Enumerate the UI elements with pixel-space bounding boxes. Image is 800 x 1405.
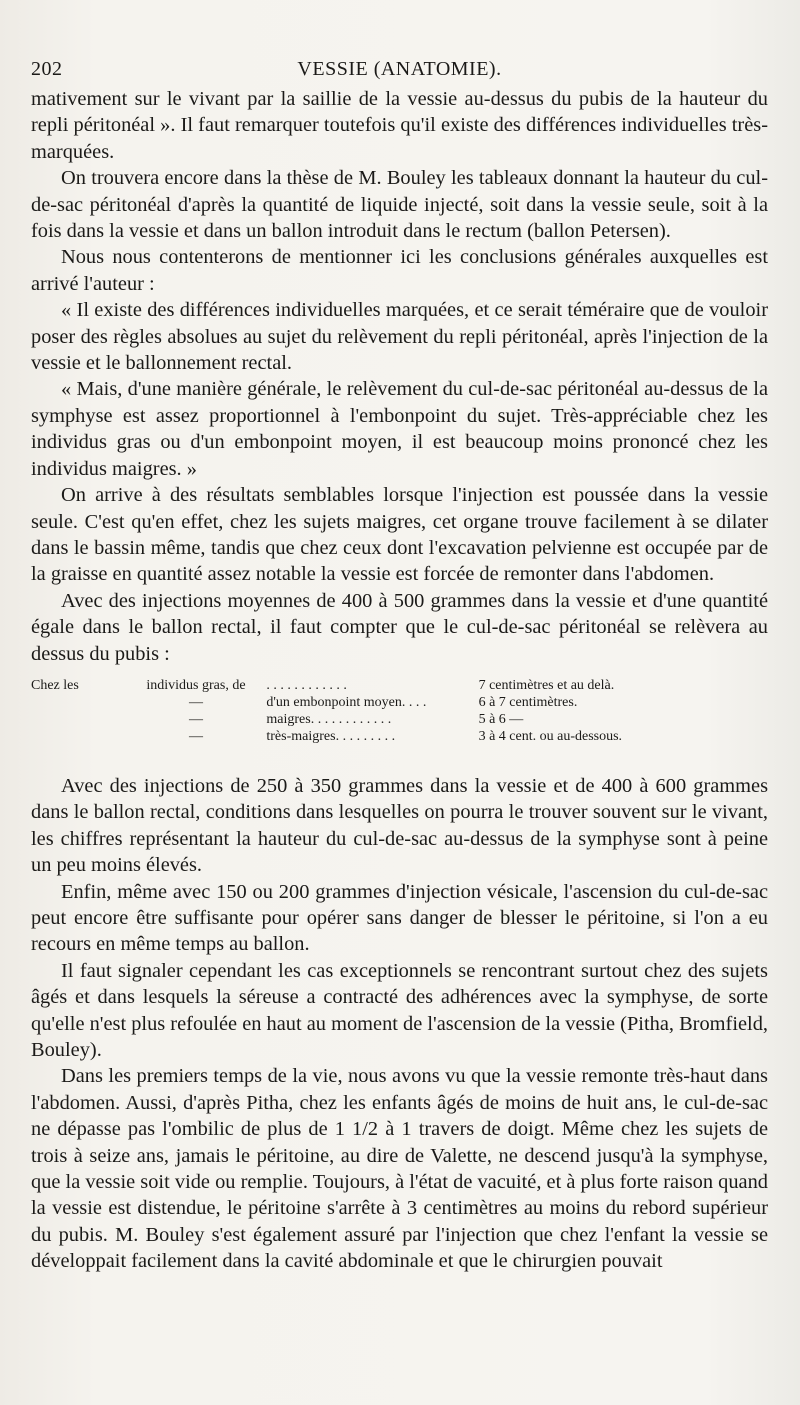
table-cell: [31, 711, 126, 728]
table-cell: —: [188, 711, 203, 727]
paragraph: Dans les premiers temps de la vie, nous avons vu que la vessie remonte très-haut dans l'abdomen. Aussi, d'après Pitha, chez les enfants âgés de moins de huit ans, le cul-de-sac ne dépasse pas l'ombilic de plus de 1 1/2 à 1 travers de doigt. Même chez les sujets de trois à seize ans, jamais le péritoine, au dire de Valette, ne descend jusqu'à la symphyse, que la vessie soit vide ou remplie. Toujours, à l'état de vacuité, et à plus forte raison quand la vessie est distendue, le péritoine s'arrête à 3 centimètres au moins du rebord supérieur du pubis. M. Bouley s'est également assuré par l'injection que chez l'enfant la vessie se développait facilement dans la cavité abdominale et que le chirurgien pouvait: [31, 1065, 768, 1273]
table-cell: 3 à 4 cent. ou au-dessous.: [478, 728, 623, 744]
paragraph: On trouvera encore dans la thèse de M. Bouley les tableaux donnant la hauteur du cul-de-sac péritonéal d'après la quantité de liquide injecté, soit dans la vessie seule, soit à la fois dans la vessie et dans un ballon introduit dans le rectum (ballon Petersen).: [31, 167, 768, 243]
table-cell: [31, 694, 126, 711]
running-title: VESSIE (ANATOMIE).: [297, 58, 502, 80]
table-cell: Chez les: [31, 677, 79, 693]
table-cell: 6 à 7 centimètres.: [478, 694, 578, 710]
table-row: [31, 728, 768, 745]
paragraph: Avec des injections de 250 à 350 grammes dans la vessie et de 400 à 600 grammes dans le ballon rectal, conditions dans lesquelles on pourra le trouver souvent sur le vivant, les chiffres représentant la hauteur du cul-de-sac au-dessus de la symphyse sont à peine un peu moins élevés.: [31, 774, 768, 877]
paragraph: On arrive à des résultats semblables lorsque l'injection est poussée dans la vessie seule. C'est qu'en effet, chez les sujets maigres, cet organe trouve facilement à se dilater dans le bassin même, tandis que chez ceux dont l'excavation pelvienne est occupée par de la graisse en quantité assez notable la vessie est forcée de remonter dans l'abdomen.: [31, 484, 768, 586]
table-row: [31, 711, 768, 728]
quote-paragraph: « Il existe des différences individuelles marquées, et ce serait téméraire que de vouloir poser des règles absolues au sujet du relèvement du repli péritonéal, après l'injection de la vessie et le ballonnement rectal.: [31, 299, 768, 375]
paragraph: mativement sur le vivant par la saillie de la vessie au-dessus du pubis de la hauteur du repli péritonéal ». Il faut remarquer toutefois qu'il existe des différences individuelles très-marquées.: [31, 88, 768, 163]
paragraph: Il faut signaler cependant les cas exceptionnels se rencontrant surtout chez des sujets âgés et dans lesquels la séreuse a contracté des adhérences avec la symphyse, de sorte qu'elle n'est plus refoulée en haut au moment de l'ascension de la vessie (Pitha, Bromfield, Bouley).: [31, 959, 768, 1061]
table-cell: —: [188, 694, 203, 710]
table-cell: 7 centimètres et au delà.: [478, 677, 615, 693]
paragraph: Nous nous contenterons de mentionner ici les conclusions générales auxquelles est arrivé l'auteur :: [31, 246, 768, 295]
quote-paragraph: « Mais, d'une manière générale, le relèvement du cul-de-sac péritonéal au-dessus de la symphyse est assez proportionnel à l'embonpoint du sujet. Très-appréciable chez les individus gras ou d'un embonpoint moyen, il est beaucoup moins prononcé chez les individus maigres. »: [31, 378, 768, 480]
height-table: [31, 677, 768, 745]
table-cell: —: [188, 728, 203, 744]
table-cell: maigres. . . . . . . . . . . .: [266, 711, 392, 727]
page-number: 202: [31, 58, 63, 80]
page-body: [31, 86, 768, 1275]
table-row: [31, 694, 768, 711]
table-cell: [31, 728, 126, 745]
table-cell: individus gras, de: [146, 677, 246, 693]
table-row: [31, 677, 768, 694]
page-header: [31, 52, 768, 82]
table-cell: très-maigres. . . . . . . . .: [266, 728, 396, 744]
table-cell: 5 à 6 —: [478, 711, 524, 727]
table-cell: d'un embonpoint moyen. . . .: [266, 694, 427, 710]
paragraph: Enfin, même avec 150 ou 200 grammes d'injection vésicale, l'ascension du cul-de-sac peut encore être suffisante pour opérer sans danger de blesser le péritoine, si l'on a eu recours en même temps au ballon.: [31, 880, 768, 956]
table-cell: . . . . . . . . . . . .: [266, 677, 347, 693]
paragraph: Avec des injections moyennes de 400 à 500 grammes dans la vessie et d'une quantité égale dans le ballon rectal, il faut compter que le cul-de-sac péritonéal se relèvera au dessus du pubis :: [31, 589, 768, 665]
